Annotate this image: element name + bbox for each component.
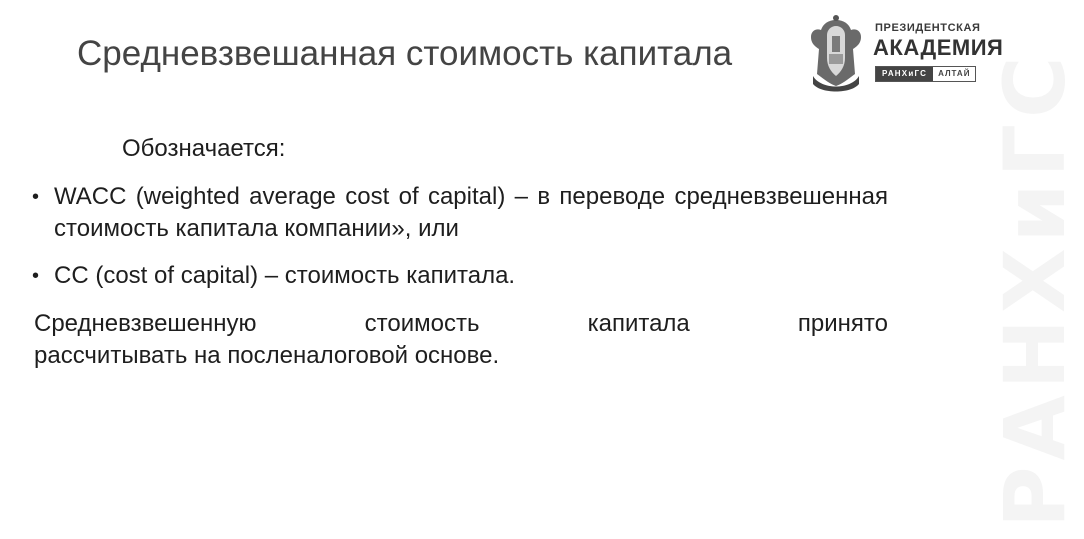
paragraph-word: принято [797, 310, 888, 337]
paragraph-line-2: рассчитывать на посленалоговой основе. [34, 342, 500, 369]
logo-badge-right: АЛТАЙ [933, 67, 975, 81]
paragraph-word: капитала [587, 310, 690, 337]
body-paragraph [34, 308, 888, 372]
paragraph-word: стоимость [364, 310, 480, 337]
paragraph-line-1 [34, 308, 888, 340]
bullet-item [30, 181, 888, 245]
subheading: Обозначается: [122, 135, 286, 162]
bullet-item [30, 260, 888, 292]
logo-line-1: ПРЕЗИДЕНТСКАЯ [875, 22, 981, 34]
logo-badge [875, 66, 976, 82]
academy-logo [805, 14, 1004, 98]
slide-title: Средневзвешанная стоимость капитала [77, 34, 733, 73]
paragraph-word: Средневзвешенную [34, 310, 257, 337]
bullet-marker: • [32, 265, 40, 287]
bullet-text: CC (cost of capital) – стоимость капитала. [54, 262, 516, 289]
watermark-text: РАНХиГС [986, 50, 1084, 528]
bullet-marker: • [32, 186, 40, 208]
logo-line-2: АКАДЕМИЯ [873, 35, 1004, 60]
logo-badge-left: РАНХиГС [876, 67, 933, 81]
emblem-icon [805, 14, 867, 94]
bullet-text: WACC (weighted average cost of capital) – в переводе средневзвешенная стоимость капитала компании», или [54, 183, 888, 242]
